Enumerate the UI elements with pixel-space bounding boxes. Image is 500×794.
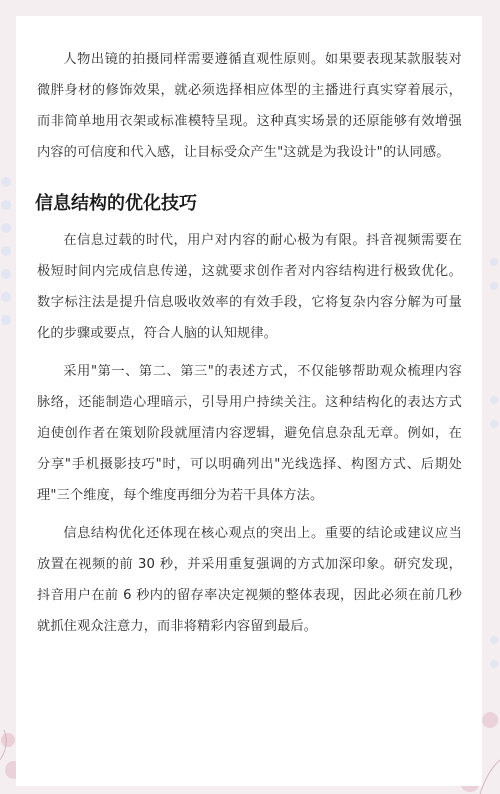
- section-heading: 信息结构的优化技巧: [35, 193, 197, 214]
- section-paragraph-2: 采用"第一、第二、第三"的表述方式，不仅能够帮助观众梳理内容脉络，还能制造心理暗示，引导用户持续关注。这种结构化的表达方式迫使创作者在策划阶段就厘清内容逻辑，避免信息杂乱无章。例如，在分享"手机摄影技巧"时，可以明确列出"光线选择、构图方式、后期处理"三个维度，每个维度再细分为若干具体方法。: [37, 364, 462, 503]
- document-page: [16, 16, 482, 786]
- section-paragraph-1: 在信息过载的时代，用户对内容的耐心极为有限。抖音视频需要在极短时间内完成信息传递，这就要求创作者对内容结构进行极致优化。数字标注法是提升信息吸收效率的有效手段，它将复杂内容分解为可量化的步骤或要点，符合人脑的认知规律。: [37, 233, 462, 341]
- intro-paragraph: 人物出镜的拍摄同样需要遵循直观性原则。如果要表现某款服装对微胖身材的修饰效果，就必须选择相应体型的主播进行真实穿着展示，而非简单地用衣架或标准模特呈现。这种真实场景的还原能够有效增强内容的可信度和代入感，让目标受众产生"这就是为我设计"的认同感。: [37, 52, 462, 160]
- section-paragraph-3: 信息结构优化还体现在核心观点的突出上。重要的结论或建议应当放置在视频的前 30 秒，并采用重复强调的方式加深印象。研究发现，抖音用户在前 6 秒内的留存率决定视频的整体表现，因此必须在前几秒就抓住观众注意力，而非将精彩内容留到最后。: [37, 526, 462, 634]
